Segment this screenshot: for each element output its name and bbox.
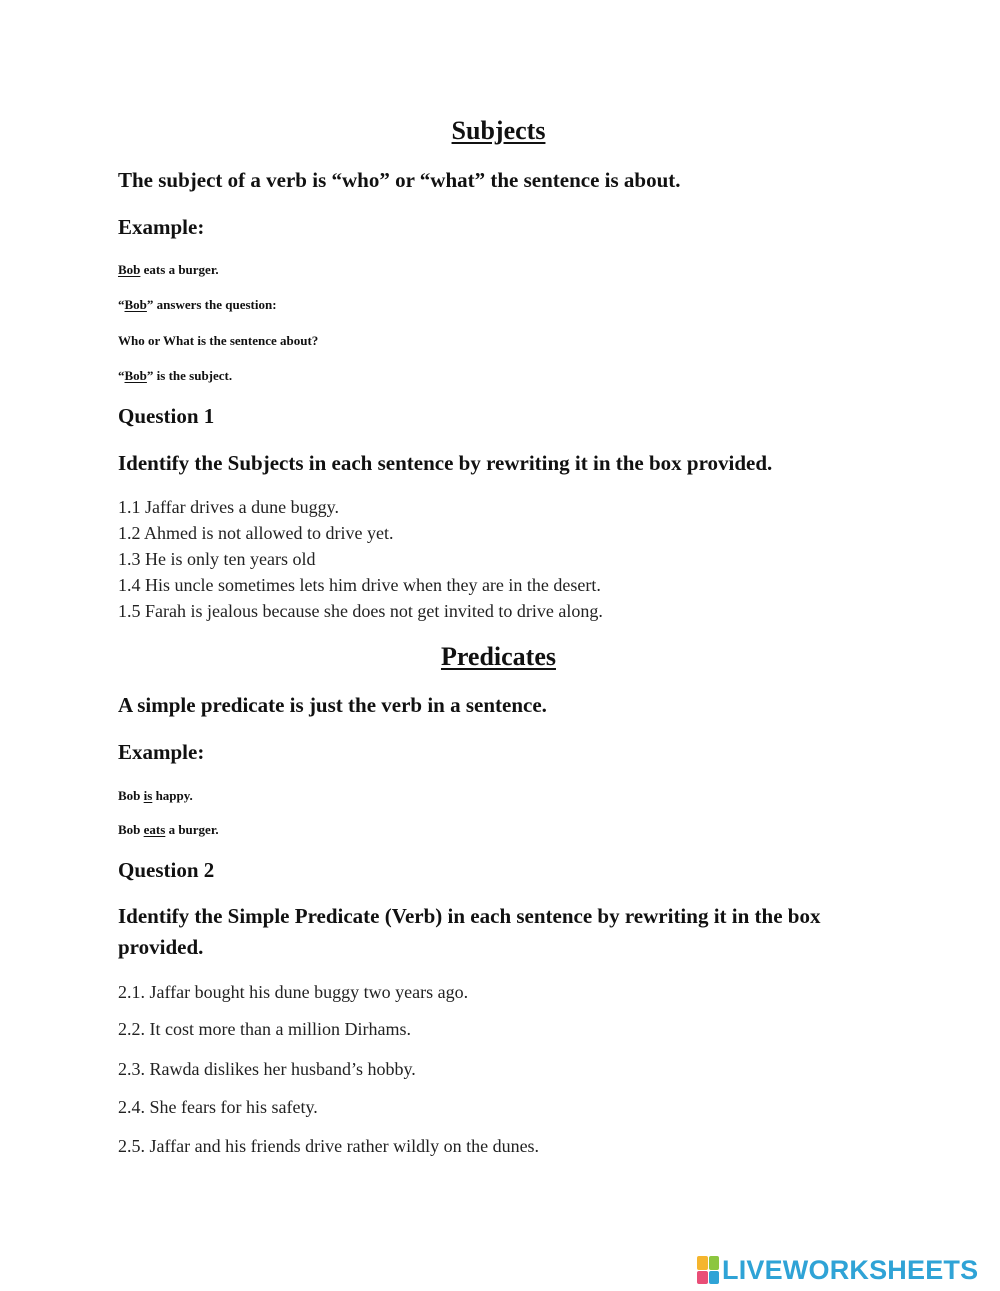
question-1-item: 1.1 Jaffar drives a dune buggy. <box>118 497 339 517</box>
underlined-verb: eats <box>143 822 166 837</box>
predicates-example-line-2: Bob eats a burger. <box>118 822 219 837</box>
subjects-example-line-4: “Bob” is the subject. <box>118 368 233 383</box>
underlined-subject: Bob <box>124 297 147 312</box>
subjects-example-line-1: Bob eats a burger. <box>118 262 219 277</box>
question-1-label: Question 1 <box>118 404 215 428</box>
subjects-example-line-3: Who or What is the sentence about? <box>118 333 319 348</box>
subjects-example-label: Example: <box>118 215 205 239</box>
question-2-item: 2.1. Jaffar bought his dune buggy two years ago. <box>118 982 469 1002</box>
underlined-subject: Bob <box>118 262 141 277</box>
question-1-item: 1.3 He is only ten years old <box>118 549 316 569</box>
question-1-item: 1.5 Farah is jealous because she does not get invited to drive along. <box>118 601 603 621</box>
underlined-subject: Bob <box>124 368 147 383</box>
underlined-verb: is <box>143 788 153 803</box>
question-1-item: 1.2 Ahmed is not allowed to drive yet. <box>118 523 394 543</box>
subjects-definition: The subject of a verb is “who” or “what” the sentence is about. <box>118 168 681 192</box>
question-2-label: Question 2 <box>118 858 215 882</box>
question-2-item: 2.3. Rawda dislikes her husband’s hobby. <box>118 1059 416 1079</box>
question-2-item: 2.5. Jaffar and his friends drive rather wildly on the dunes. <box>118 1136 540 1156</box>
predicates-example-label: Example: <box>118 740 205 764</box>
liveworksheets-logo-icon <box>697 1256 719 1284</box>
predicates-example-line-1: Bob is happy. <box>118 788 193 803</box>
question-1-item: 1.4 His uncle sometimes lets him drive when they are in the desert. <box>118 575 601 595</box>
question-2-instruction: Identify the Simple Predicate (Verb) in each sentence by rewriting it in the box provided. <box>118 904 821 959</box>
subjects-title: Subjects <box>451 116 546 145</box>
question-1-instruction: Identify the Subjects in each sentence by rewriting it in the box provided. <box>118 451 773 475</box>
liveworksheets-logo[interactable] <box>697 1252 978 1288</box>
subjects-example-line-2: “Bob” answers the question: <box>118 297 277 312</box>
question-2-item: 2.2. It cost more than a million Dirhams. <box>118 1019 411 1039</box>
predicates-title: Predicates <box>440 642 557 671</box>
predicates-definition: A simple predicate is just the verb in a sentence. <box>118 693 547 717</box>
question-2-item: 2.4. She fears for his safety. <box>118 1097 318 1117</box>
logo-text: LIVEWORKSHEETS <box>722 1254 979 1285</box>
